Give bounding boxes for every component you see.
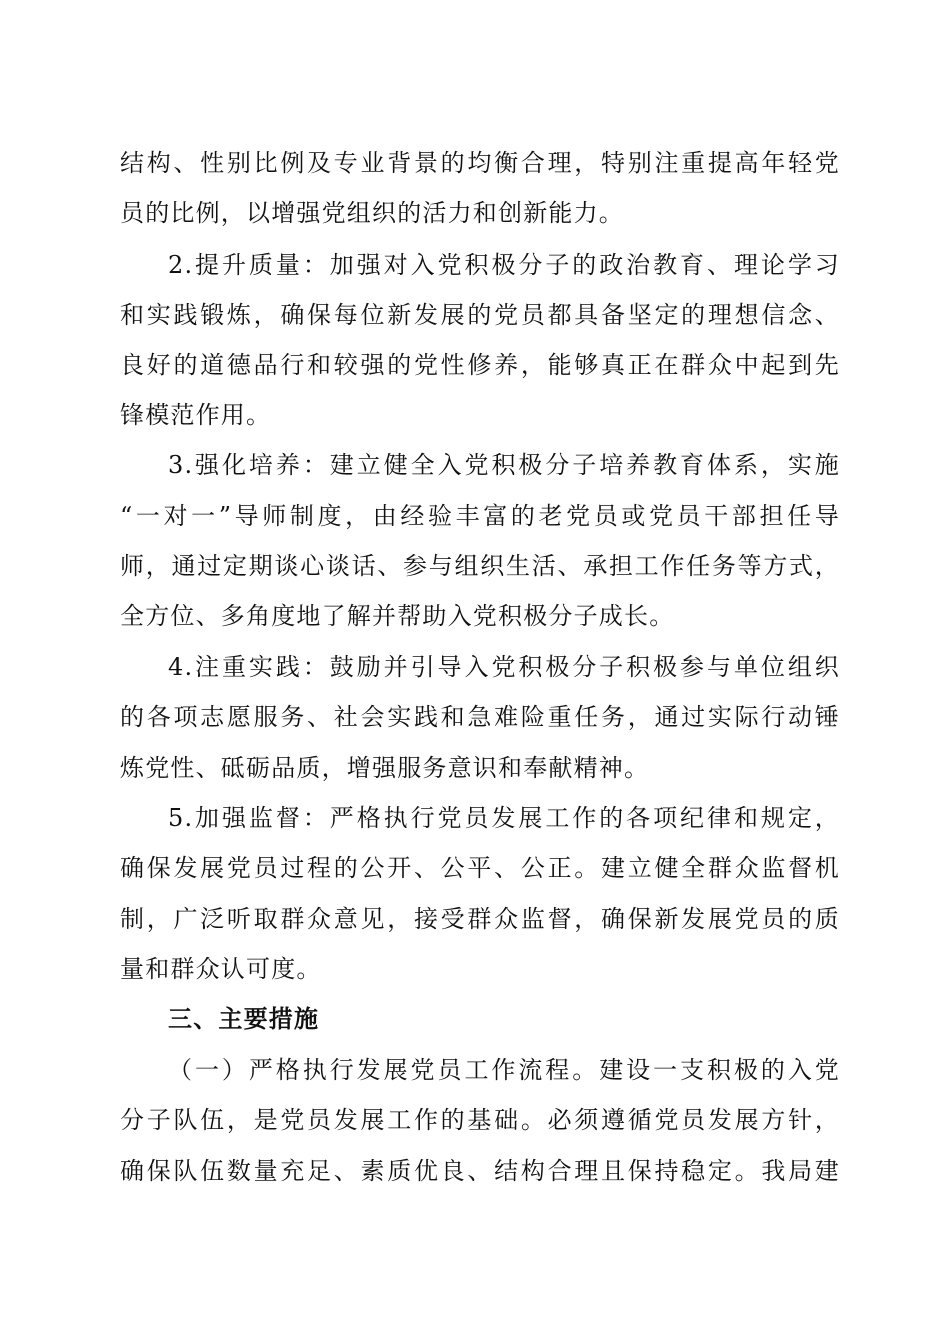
body-text-line: 和实践锻炼，确保每位新发展的党员都具备坚定的理想信念、 [120,301,840,329]
body-text-line: 炼党性、砥砺品质，增强服务意识和奉献精神。 [120,754,650,782]
section-heading: 三、主要措施 [168,1005,320,1033]
list-item-line: 5.加强监督：严格执行党员发展工作的各项纪律和规定， [168,804,840,832]
body-text-line: 全方位、多角度地了解并帮助入党积极分子成长。 [120,602,675,630]
body-text-line: 确保队伍数量充足、素质优良、结构合理且保持稳定。我局建 [120,1157,840,1185]
body-text-line: 确保发展党员过程的公开、公平、公正。建立健全群众监督机 [120,854,840,882]
body-text-line: 师，通过定期谈心谈话、参与组织生活、承担工作任务等方式， [120,552,840,580]
list-item-line: 4.注重实践：鼓励并引导入党积极分子积极参与单位组织 [168,653,840,681]
body-text-line: 分子队伍，是党员发展工作的基础。必须遵循党员发展方针， [120,1106,840,1134]
body-text-line: 良好的道德品行和较强的党性修养，能够真正在群众中起到先 [120,351,840,379]
body-text-line: 员的比例，以增强党组织的活力和创新能力。 [120,199,624,227]
body-text-line: 锋模范作用。 [120,401,272,429]
body-text-line: “一对一”导师制度，由经验丰富的老党员或党员干部担任导 [120,502,840,530]
body-text-line: 量和群众认可度。 [120,955,322,983]
subsection-line: （一）严格执行发展党员工作流程。建设一支积极的入党 [168,1056,840,1084]
body-text-line: 制，广泛听取群众意见，接受群众监督，确保新发展党员的质 [120,905,840,933]
body-text-line: 的各项志愿服务、社会实践和急难险重任务，通过实际行动锤 [120,703,840,731]
list-item-line: 2.提升质量：加强对入党积极分子的政治教育、理论学习 [168,251,840,279]
body-text-line: 结构、性别比例及专业背景的均衡合理，特别注重提高年轻党 [120,149,840,177]
list-item-line: 3.强化培养：建立健全入党积极分子培养教育体系，实施 [168,451,840,479]
